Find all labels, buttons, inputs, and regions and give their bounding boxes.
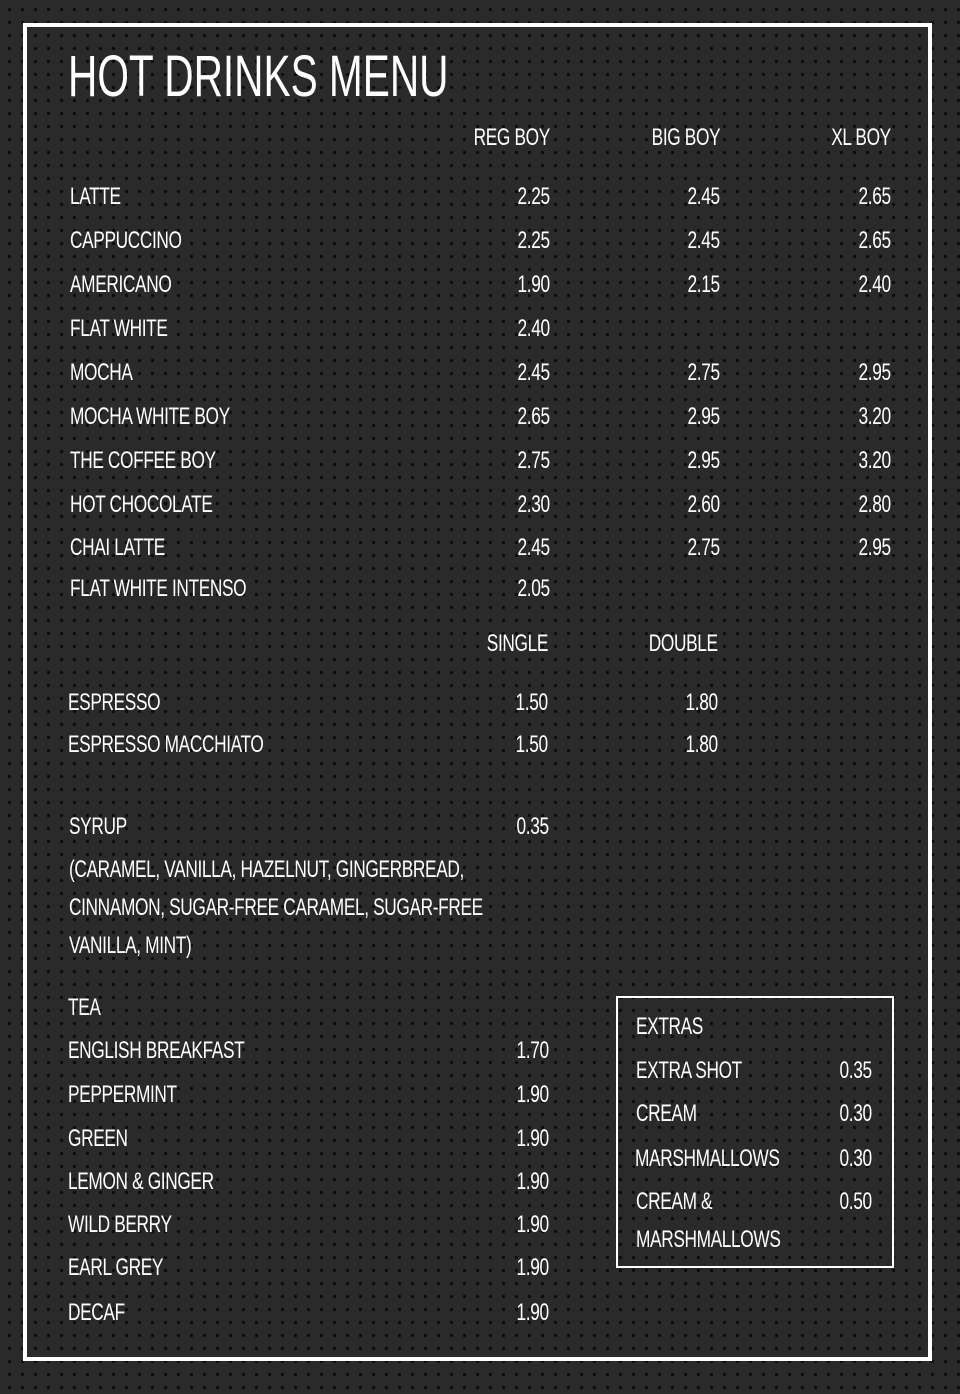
- price-xl: 2.95: [858, 359, 891, 386]
- extra-name: EXTRA SHOT: [636, 1057, 742, 1084]
- price-big: 2.95: [687, 447, 720, 474]
- drink-name: FLAT WHITE INTENSO: [70, 575, 247, 602]
- espresso-name: ESPRESSO MACCHIATO: [68, 731, 264, 758]
- price-reg: 2.05: [517, 575, 550, 602]
- price-double: 1.80: [685, 731, 718, 758]
- extra-price: 0.30: [839, 1145, 872, 1172]
- syrup-flavours-line: (CARAMEL, VANILLA, HAZELNUT, GINGERBREAD,: [69, 856, 464, 883]
- price-xl: 3.20: [858, 447, 891, 474]
- tea-price: 1.90: [516, 1299, 549, 1326]
- extra-price: 0.30: [839, 1100, 872, 1127]
- tea-price: 1.90: [516, 1254, 549, 1281]
- price-big: 2.45: [687, 227, 720, 254]
- price-reg: 2.45: [517, 534, 550, 561]
- extra-name: CREAM: [636, 1100, 697, 1127]
- syrup-name: SYRUP: [69, 813, 127, 840]
- espresso-name: ESPRESSO: [68, 689, 161, 716]
- drink-name: HOT CHOCOLATE: [70, 491, 213, 518]
- drink-name: MOCHA: [70, 359, 133, 386]
- syrup-flavours-line: VANILLA, MINT): [69, 932, 192, 959]
- drink-name: AMERICANO: [70, 271, 172, 298]
- drink-name: LATTE: [70, 183, 121, 210]
- price-single: 1.50: [515, 689, 548, 716]
- extra-price: 0.50: [839, 1188, 872, 1215]
- price-reg: 2.40: [517, 315, 550, 342]
- price-reg: 1.90: [517, 271, 550, 298]
- tea-name: LEMON & GINGER: [68, 1168, 214, 1195]
- drink-name: FLAT WHITE: [70, 315, 168, 342]
- price-big: 2.95: [687, 403, 720, 430]
- price-double: 1.80: [685, 689, 718, 716]
- drink-name: CAPPUCCINO: [70, 227, 182, 254]
- price-big: 2.60: [687, 491, 720, 518]
- header-single: SINGLE: [486, 630, 548, 657]
- price-reg: 2.30: [517, 491, 550, 518]
- price-xl: 2.65: [858, 227, 891, 254]
- price-xl: 3.20: [858, 403, 891, 430]
- tea-price: 1.90: [516, 1211, 549, 1238]
- price-xl: 2.95: [858, 534, 891, 561]
- syrup-flavours-line: CINNAMON, SUGAR-FREE CARAMEL, SUGAR-FREE: [69, 894, 483, 921]
- price-xl: 2.65: [858, 183, 891, 210]
- tea-heading: TEA: [68, 994, 101, 1021]
- extra-name: MARSHMALLOWS: [635, 1145, 780, 1172]
- tea-name: GREEN: [68, 1125, 128, 1152]
- menu-title: HOT DRINKS MENU: [68, 44, 449, 109]
- price-reg: 2.65: [517, 403, 550, 430]
- price-big: 2.75: [687, 534, 720, 561]
- header-big-boy: BIG BOY: [651, 124, 720, 151]
- price-single: 1.50: [515, 731, 548, 758]
- price-reg: 2.75: [517, 447, 550, 474]
- tea-price: 1.90: [516, 1081, 549, 1108]
- tea-name: WILD BERRY: [68, 1211, 172, 1238]
- price-big: 2.75: [687, 359, 720, 386]
- price-big: 2.15: [687, 271, 720, 298]
- drink-name: CHAI LATTE: [70, 534, 165, 561]
- tea-name: ENGLISH BREAKFAST: [68, 1037, 245, 1064]
- tea-price: 1.70: [516, 1037, 549, 1064]
- tea-price: 1.90: [516, 1168, 549, 1195]
- extra-price: 0.35: [839, 1057, 872, 1084]
- price-reg: 2.25: [517, 183, 550, 210]
- drink-name: THE COFFEE BOY: [70, 447, 216, 474]
- price-xl: 2.40: [858, 271, 891, 298]
- header-reg-boy: REG BOY: [473, 124, 550, 151]
- tea-price: 1.90: [516, 1125, 549, 1152]
- header-xl-boy: XL BOY: [831, 124, 891, 151]
- tea-name: DECAF: [68, 1299, 125, 1326]
- price-reg: 2.45: [517, 359, 550, 386]
- tea-name: PEPPERMINT: [68, 1081, 177, 1108]
- drink-name: MOCHA WHITE BOY: [70, 403, 230, 430]
- header-double: DOUBLE: [649, 630, 718, 657]
- extra-name: CREAM &: [636, 1188, 713, 1215]
- syrup-price: 0.35: [516, 813, 549, 840]
- price-xl: 2.80: [858, 491, 891, 518]
- extras-heading: EXTRAS: [636, 1013, 703, 1040]
- price-reg: 2.25: [517, 227, 550, 254]
- tea-name: EARL GREY: [68, 1254, 164, 1281]
- price-big: 2.45: [687, 183, 720, 210]
- extra-name-line2: MARSHMALLOWS: [636, 1226, 781, 1253]
